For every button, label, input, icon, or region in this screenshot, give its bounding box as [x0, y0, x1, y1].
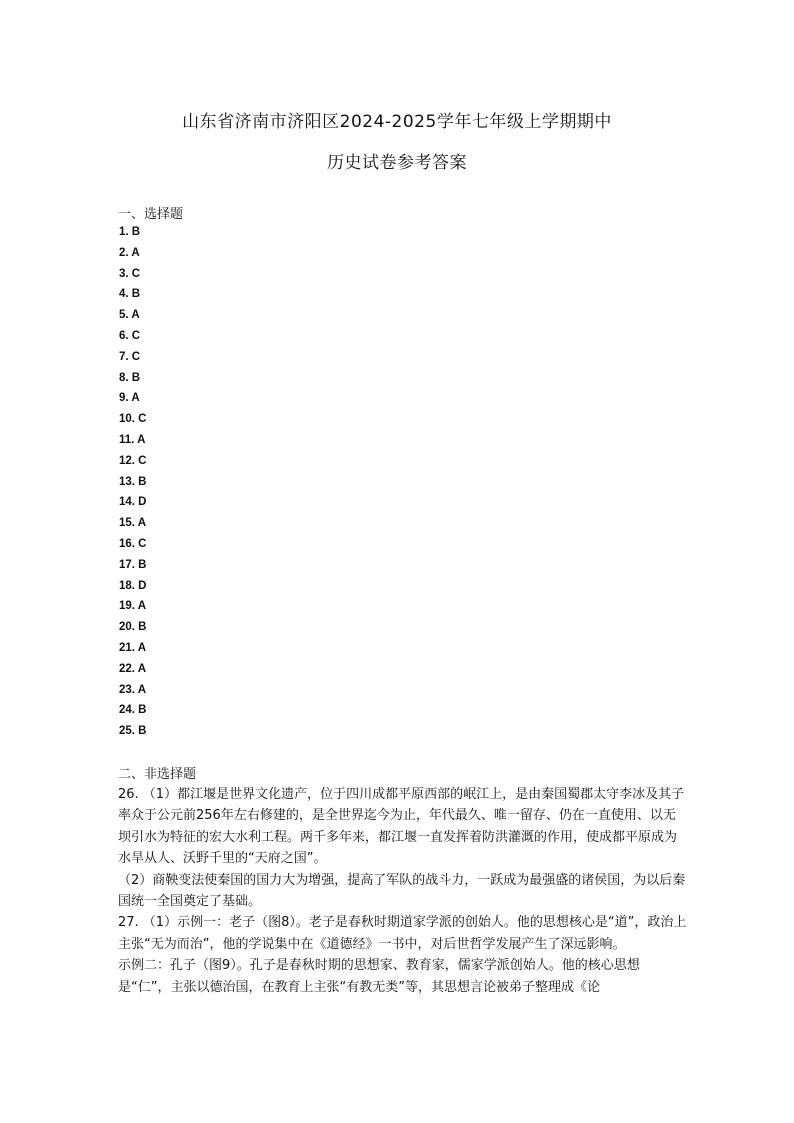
document-title-line1: 山东省济南市济阳区2024-2025学年七年级上学期期中 [182, 112, 612, 132]
choice-answer: 17. B [119, 558, 147, 571]
choice-answer: 22. A [119, 662, 147, 675]
choice-answer-list [119, 222, 147, 742]
choice-answer: 23. A [119, 683, 147, 696]
choice-answer: 6. C [119, 329, 141, 342]
choice-answer: 5. A [119, 309, 140, 322]
choice-answer: 1. B [119, 226, 141, 238]
choice-answer: 2. A [119, 246, 140, 259]
choice-answer: 19. A [119, 600, 147, 613]
choice-answer: 9. A [119, 392, 140, 405]
choice-answer: 14. D [119, 496, 147, 509]
choice-answer: 4. B [119, 288, 141, 301]
choice-answer: 15. A [119, 517, 147, 530]
choice-answer: 3. C [119, 267, 141, 280]
q27-answer-example2: 示例二：孔子（图9）。孔子是春秋时期的思想家、教育家，儒家学派创始人。他的核心思想是“仁”，主张以德治国，在教育上主张“有教无类”等，其思想言论被弟子整理成《论 [118, 958, 640, 995]
choice-answer: 21. A [119, 641, 147, 654]
section-heading-choice: 一、选择题 [118, 207, 184, 222]
choice-answer: 8. B [119, 371, 141, 384]
choice-answer: 18. D [119, 579, 147, 592]
choice-answer: 20. B [119, 621, 147, 634]
document-title-line2: 历史试卷参考答案 [327, 153, 467, 173]
choice-answer: 24. B [119, 704, 147, 717]
choice-answer: 25. B [119, 725, 147, 738]
section-heading-non-choice: 二、非选择题 [118, 767, 197, 782]
choice-answer: 11. A [119, 433, 146, 446]
choice-answer: 12. C [119, 454, 147, 467]
q27-answer-example1: 27. （1）示例一：老子（图8）。老子是春秋时期道家学派的创始人。他的思想核心是“道”，政治上主张“无为而治”，他的学说集中在《道德经》一书中，对后世哲学发展产生了深远影响。 [118, 915, 687, 952]
choice-answer: 13. B [119, 475, 147, 488]
choice-answer: 10. C [119, 413, 147, 426]
q26-answer-part1: 26. （1）都江堰是世界文化遗产，位于四川成都平原西部的岷江上，是由秦国蜀郡太守李冰及其子率众于公元前256年左右修建的，是全世界迄今为止，年代最久、唯一留存、仍在一直使用、以无坝引水为特征的宏大水利工程。两千多年来，都江堰一直发挥着防洪灌溉的作用，使成都平原成为水旱从人、沃野千里的“天府之国”。 [118, 787, 685, 867]
non-choice-answers [118, 784, 688, 998]
choice-answer: 16. C [119, 537, 147, 550]
choice-answer: 7. C [119, 350, 141, 363]
q26-answer-part2: （2）商鞅变法使秦国的国力大为增强，提高了军队的战斗力，一跃成为最强盛的诸侯国，为以后秦国统一全国奠定了基础。 [118, 872, 686, 910]
